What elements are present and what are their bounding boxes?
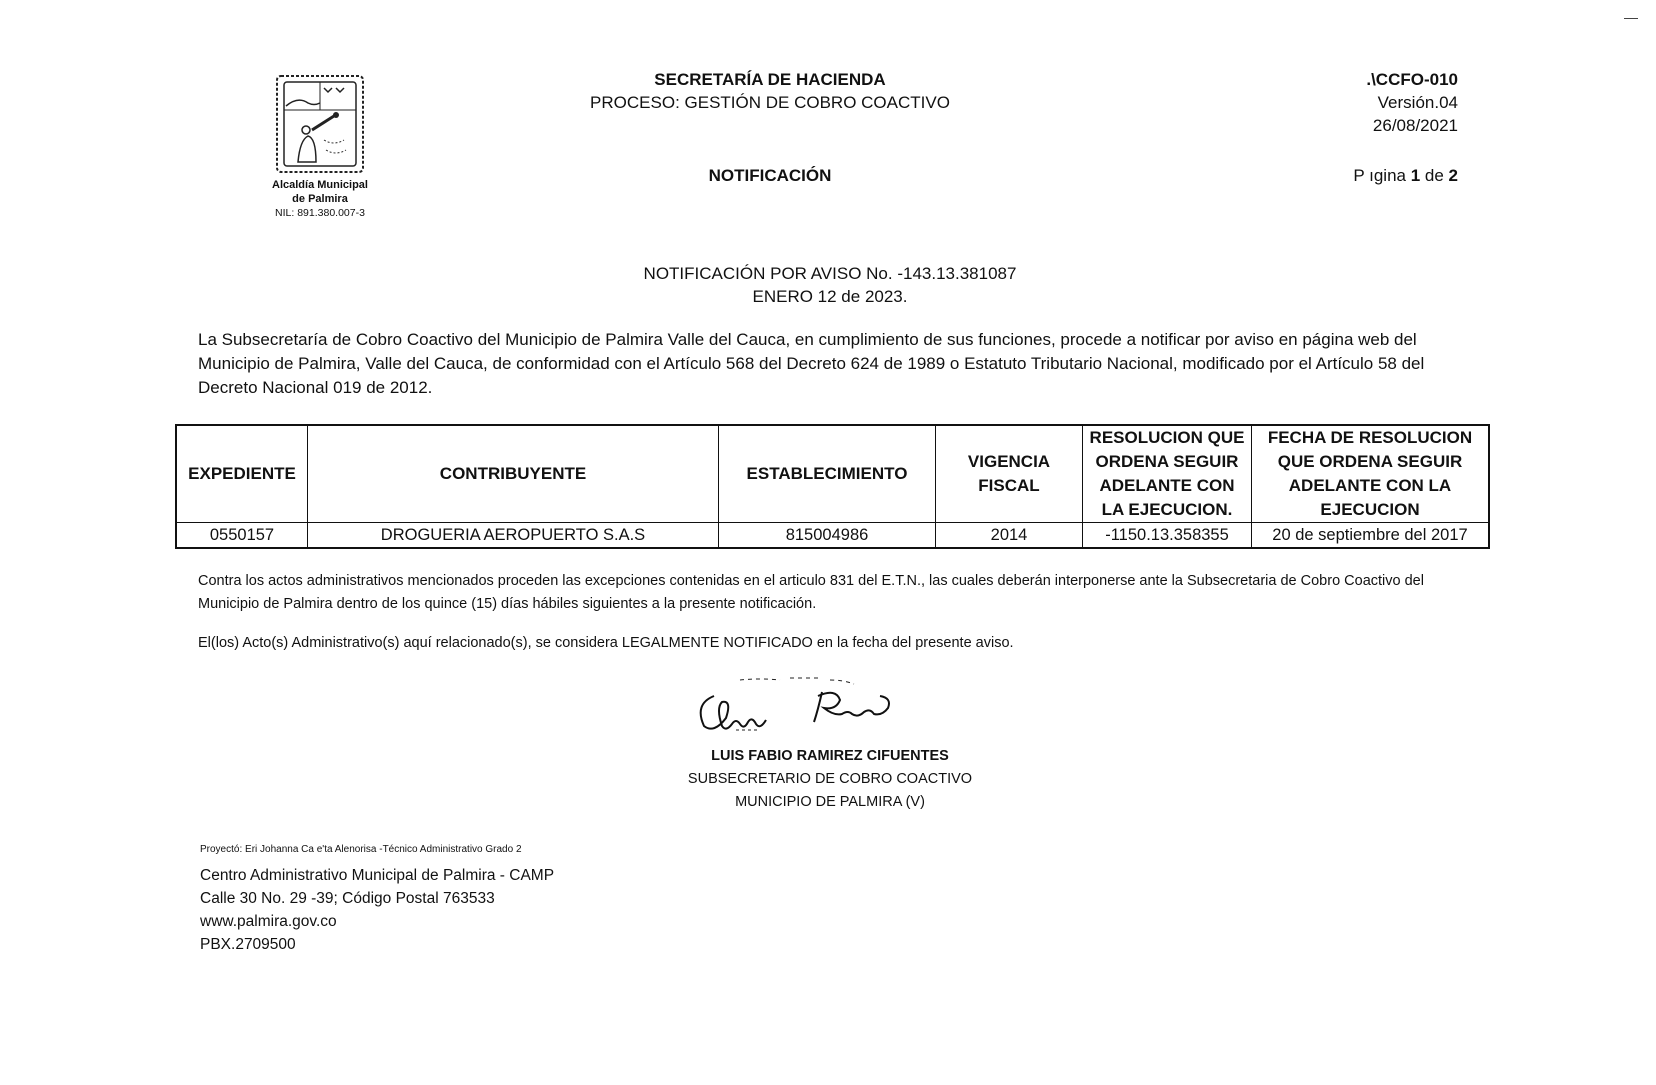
cell-vigencia: 2014 (936, 523, 1083, 549)
footer-line-2: Calle 30 No. 29 -39; Código Postal 763533 (200, 890, 495, 907)
intro-paragraph: La Subsecretaría de Cobro Coactivo del Municipio de Palmira Valle del Cauca, en cumplimiento de sus funciones, procede a notificar por aviso en página web del Municipio de Palmira, Valle del Cauca, de conformidad con el Artículo 568 del Decreto 624 de 1989 o Estatuto Tributario Nacional, modificado por el Artículo 58 del Decreto Nacional 019 de 2012. (198, 330, 1425, 397)
cell-establecimiento: 815004986 (719, 523, 936, 549)
signatory-block (600, 745, 1060, 814)
form-code: .\CCFO-010 (1366, 70, 1458, 89)
logo-block (260, 70, 380, 220)
table-row (176, 523, 1489, 549)
project-note: Proyectó: Eri Johanna Ca e'ta Alenorisa -Técnico Administrativo Grado 2 (200, 844, 522, 855)
col-header-expediente: EXPEDIENTE (176, 425, 308, 523)
col-header-fecha-resolucion: FECHA DE RESOLUCION QUE ORDENA SEGUIR ADELANTE CON LA EJECUCION (1252, 425, 1490, 523)
scan-mark (1624, 18, 1638, 19)
header-right (1250, 68, 1458, 137)
cell-contribuyente: DROGUERIA AEROPUERTO S.A.S (308, 523, 719, 549)
table-header-row (176, 425, 1489, 523)
col-header-resolucion: RESOLUCION QUE ORDENA SEGUIR ADELANTE CON LA EJECUCION. (1083, 425, 1252, 523)
signatory-entity: MUNICIPIO DE PALMIRA (V) (735, 794, 925, 810)
form-date: 26/08/2021 (1372, 116, 1458, 135)
notice-heading (560, 262, 1100, 308)
cell-fecha-resolucion: 20 de septiembre del 2017 (1252, 523, 1490, 549)
col-header-contribuyente: CONTRIBUYENTE (308, 425, 719, 523)
col-header-vigencia: VIGENCIA FISCAL (936, 425, 1083, 523)
municipal-seal-icon (274, 70, 366, 178)
notice-date: ENERO 12 de 2023. (752, 287, 908, 306)
department-title: SECRETARÍA DE HACIENDA (654, 70, 886, 89)
form-version: Versión.04 (1377, 93, 1458, 112)
cell-resolucion: -1150.13.358355 (1083, 523, 1252, 549)
page-number: 1 (1410, 166, 1421, 185)
logo-line-2: de Palmira (292, 193, 348, 205)
logo-nit: NIL: 891.380.007-3 (275, 207, 365, 219)
signatory-title: SUBSECRETARIO DE COBRO COACTIVO (687, 771, 973, 787)
page-indicator (1250, 164, 1458, 187)
footer-line-1: Centro Administrativo Municipal de Palmira - CAMP (200, 867, 555, 884)
footer-phone: PBX.2709500 (200, 936, 296, 953)
recourse-paragraph: Contra los actos administrativos mencionados proceden las excepciones contenidas en el articulo 831 del E.T.N., las cuales deberán interponerse ante la Subsecretaria de Cobro Coactivo del Municipio de Palmira dentro de los quince (15) días hábiles siguientes a la presente notificación. (198, 573, 1424, 612)
process-title: PROCESO: GESTIÓN DE COBRO COACTIVO (590, 93, 950, 112)
signatory-name: LUIS FABIO RAMIREZ CIFUENTES (711, 748, 949, 764)
page-mid: de (1420, 166, 1449, 185)
footer-website: www.palmira.gov.co (200, 913, 337, 930)
page-total: 2 (1448, 166, 1458, 185)
logo-line-1: Alcaldía Municipal (272, 179, 368, 191)
footer-contact (200, 864, 800, 956)
cell-expediente: 0550157 (176, 523, 308, 549)
page-prefix: P ıgina (1353, 166, 1411, 185)
notice-title: NOTIFICACIÓN POR AVISO No. -143.13.381087 (643, 264, 1017, 283)
header-center (560, 68, 980, 114)
document-type: NOTIFICACIÓN (708, 166, 832, 185)
col-header-establecimiento: ESTABLECIMIENTO (719, 425, 936, 523)
legal-paragraph: El(los) Acto(s) Administrativo(s) aquí relacionado(s), se considera LEGALMENTE NOTIFICADO en la fecha del presente aviso. (198, 635, 1014, 651)
notice-table (175, 424, 1490, 549)
signature-image (680, 676, 920, 740)
